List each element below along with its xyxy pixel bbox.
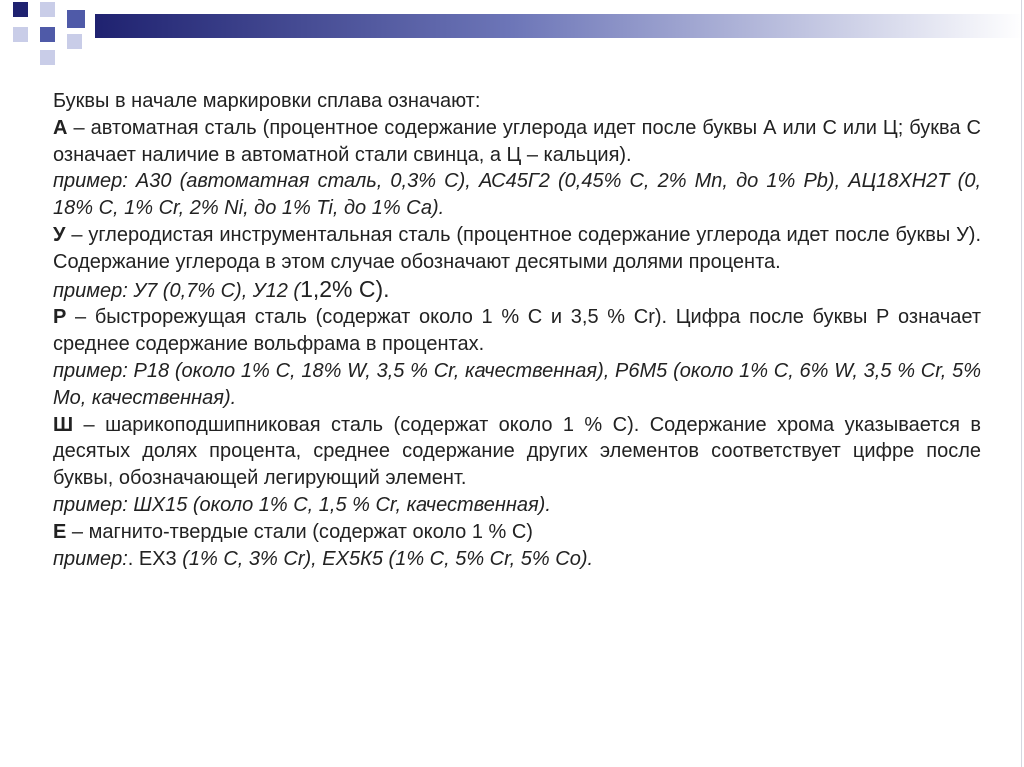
deco-square bbox=[67, 10, 85, 28]
entry-text: – углеродистая инструментальная сталь (процентное содержание углерода идет после буквы У). Содержание углерода в этом случае обозначают десятыми долями процента. bbox=[53, 223, 981, 273]
entry-r-description bbox=[53, 304, 981, 358]
content-text bbox=[53, 88, 981, 572]
deco-square bbox=[67, 34, 82, 49]
gradient-bar bbox=[95, 14, 1024, 38]
entry-a-description bbox=[53, 115, 981, 169]
example-text-large: 1,2% С). bbox=[300, 275, 390, 302]
entry-sh-example bbox=[53, 492, 981, 519]
entry-u-example bbox=[53, 276, 981, 305]
example-label: пример: bbox=[53, 493, 128, 516]
example-text: (1% С, 3% Cr), ЕХ5К5 (1% С, 5% Cr, 5% Co). bbox=[176, 547, 594, 570]
example-label: пример: bbox=[53, 359, 128, 382]
entry-text: – автоматная сталь (процентное содержание углерода идет после буквы А или С или Ц; буква С означает наличие в автоматной стали свинца, а Ц – кальция). bbox=[53, 116, 981, 166]
entry-text: – шарикоподшипниковая сталь (содержат около 1 % С). Содержание хрома указывается в десятых долях процента, среднее содержание других элементов соответствует цифре после буквы, обозначающей легирующий элемент. bbox=[53, 413, 981, 490]
entry-e-description bbox=[53, 519, 981, 546]
example-text: А30 (автоматная сталь, 0,3% С), АС45Г2 (0,45% С, 2% Mn, до 1% Pb), АЦ18ХН2Т (0, 18% С, 1% Cr, 2% Ni, до 1% Ti, до 1% Са). bbox=[53, 170, 981, 220]
entry-letter: У bbox=[53, 223, 66, 246]
entry-r-example bbox=[53, 358, 981, 412]
example-text: ШХ15 (около 1% С, 1,5 % Cr, качественная). bbox=[127, 493, 551, 516]
slide-edge-line bbox=[1021, 0, 1022, 767]
title-decoration bbox=[0, 0, 1024, 70]
entry-letter: А bbox=[53, 116, 68, 139]
entry-letter: Р bbox=[53, 306, 67, 329]
entry-letter: Е bbox=[53, 520, 67, 543]
example-text: У7 (0,7% С), У12 ( bbox=[127, 279, 301, 302]
example-label: пример: bbox=[53, 170, 128, 193]
example-label: пример: bbox=[53, 547, 128, 570]
entry-text: – магнито-твердые стали (содержат около 1 % С) bbox=[66, 520, 533, 543]
example-text: Р18 (около 1% С, 18% W, 3,5 % Cr, качественная), Р6М5 (около 1% С, 6% W, 3,5 % Cr, 5% Mo, качественная). bbox=[53, 359, 981, 409]
intro-line: Буквы в начале маркировки сплава означают: bbox=[53, 90, 481, 112]
entry-letter: Ш bbox=[53, 413, 74, 436]
deco-square bbox=[13, 2, 28, 17]
deco-square bbox=[40, 50, 55, 65]
deco-square bbox=[40, 2, 55, 17]
example-text-plain: . ЕХ3 bbox=[127, 547, 177, 570]
entry-a-example bbox=[53, 168, 981, 222]
example-label: пример: bbox=[53, 279, 128, 302]
entry-sh-description bbox=[53, 412, 981, 492]
entry-e-example bbox=[53, 546, 981, 573]
deco-square bbox=[40, 27, 55, 42]
entry-u-description bbox=[53, 222, 981, 276]
entry-text: – быстрорежущая сталь (содержат около 1 % С и 3,5 % Cr). Цифра после буквы Р означает среднее содержание вольфрама в процентах. bbox=[53, 306, 981, 356]
deco-square bbox=[13, 27, 28, 42]
